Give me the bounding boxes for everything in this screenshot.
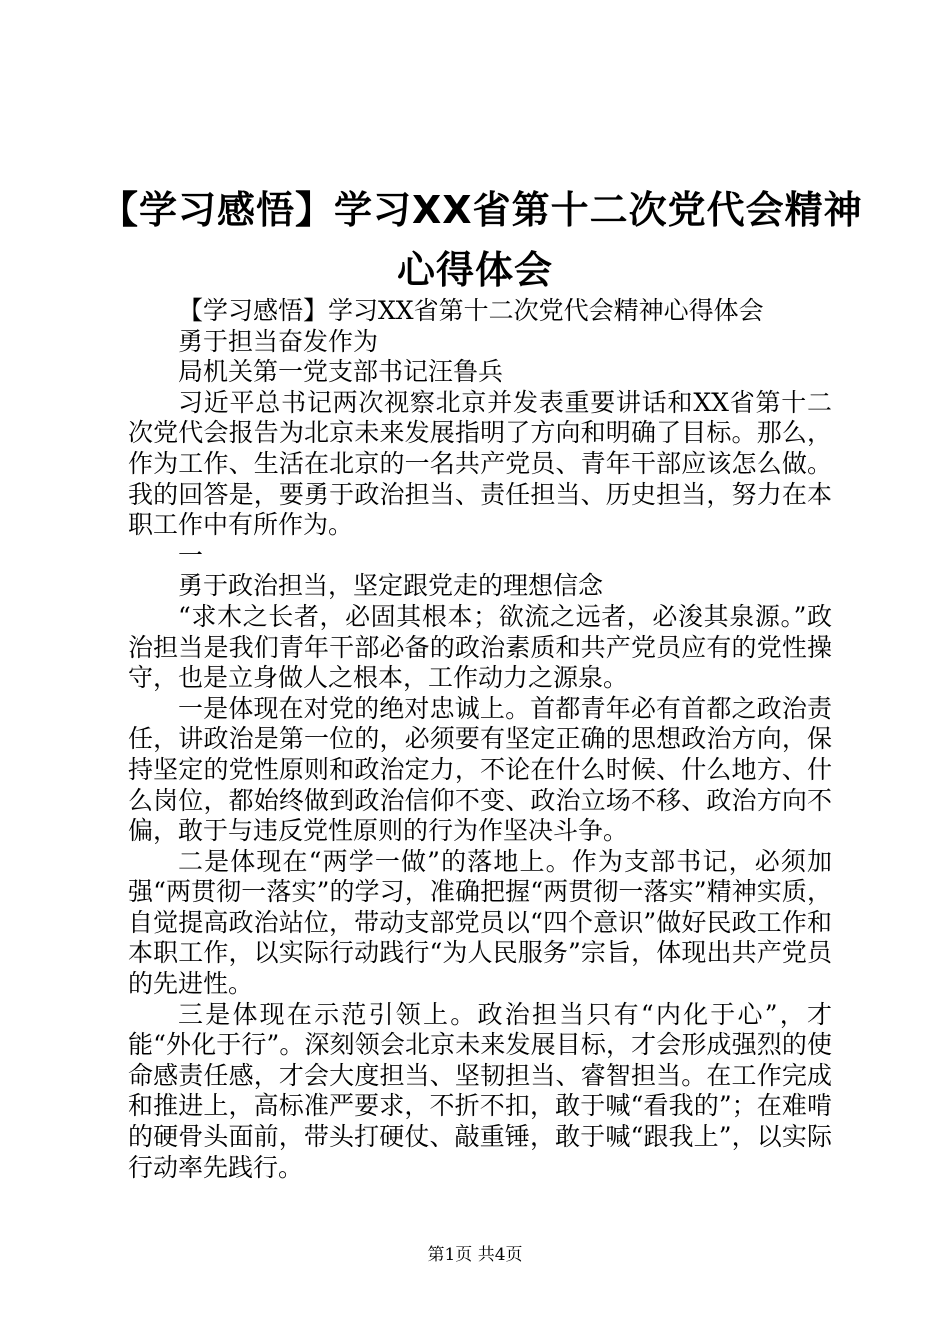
- paragraph-author: 局机关第一党支部书记汪鲁兵: [178, 357, 504, 387]
- paragraph-point-2: 二是体现在“两学一做”的落地上。作为支部书记，必须加强“两贯彻一落实”的学习，准确把握“两贯彻一落实”精神实质，自觉提高政治站位，带动支部党员以“四个意识”做好民政工作和本职工作，以实际行动践行“为人民服务”宗旨，体现出共产党员的先进性。: [128, 846, 832, 999]
- paragraph-quote: “求木之长者，必固其根本；欲流之远者，必浚其泉源。”政治担当是我们青年干部必备的政治素质和共产党员应有的党性操守，也是立身做人之根本，工作动力之源泉。: [128, 601, 832, 693]
- paragraph-point-1: 一是体现在对党的绝对忠诚上。首都青年必有首都之政治责任，讲政治是第一位的，必须要有坚定正确的思想政治方向，保持坚定的党性原则和政治定力，不论在什么时候、什么地方、什么岗位，都始终做到政治信仰不变、政治立场不移、政治方向不偏，敢于与违反党性原则的行为作坚决斗争。: [128, 693, 832, 846]
- paragraph-point-3: 三是体现在示范引领上。政治担当只有“内化于心”，才能“外化于行”。深刻领会北京未来发展目标，才会形成强烈的使命感责任感，才会大度担当、坚韧担当、睿智担当。在工作完成和推进上，高标准严要求，不折不扣，敢于喊“看我的”；在难啃的硬骨头面前，带头打硬仗、敲重锤，敢于喊“跟我上”，以实际行动率先践行。: [128, 999, 832, 1182]
- paragraph-heading: 勇于担当奋发作为: [178, 326, 379, 356]
- section-number: 一: [178, 540, 204, 570]
- page-footer: 第1页 共4页: [427, 1245, 523, 1265]
- paragraph-intro: 习近平总书记两次视察北京并发表重要讲话和XX省第十二次党代会报告为北京未来发展指明了方向和明确了目标。那么，作为工作、生活在北京的一名共产党员、青年干部应该怎么做。我的回答是，要勇于政治担当、责任担当、历史担当，努力在本职工作中有所作为。: [128, 387, 832, 540]
- document-title-line-2: 心得体会: [396, 248, 553, 292]
- document-title-line-1: 【学习感悟】学习XX省第十二次党代会精神: [100, 188, 863, 232]
- section-heading: 勇于政治担当，坚定跟党走的理想信念: [178, 571, 604, 601]
- paragraph-subtitle: 【学习感悟】学习XX省第十二次党代会精神心得体会: [178, 296, 764, 325]
- document-body: [128, 296, 832, 1183]
